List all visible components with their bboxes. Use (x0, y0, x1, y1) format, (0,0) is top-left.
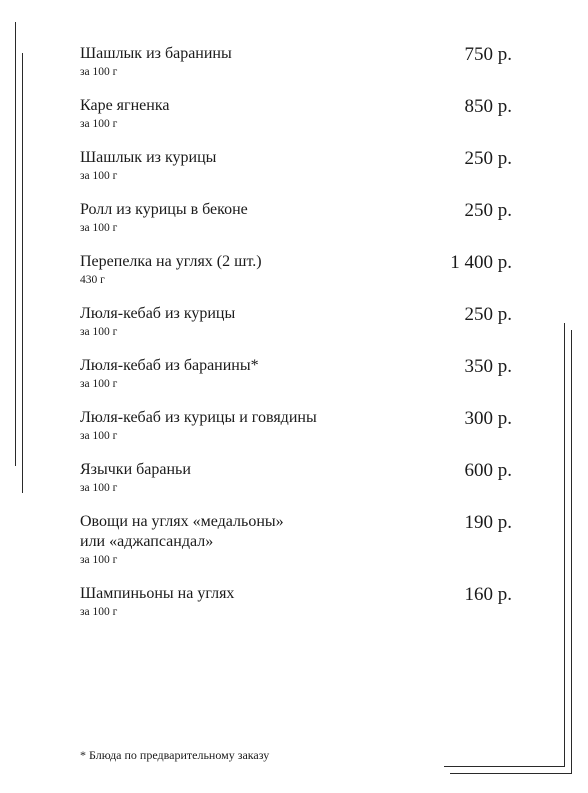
item-price: 300 р. (464, 408, 512, 429)
item-name: Люля-кебаб из баранины* (80, 357, 259, 374)
footnote: * Блюда по предварительному заказу (80, 748, 270, 762)
item-portion: за 100 г (80, 118, 118, 130)
item-name: Шашлык из баранины (80, 45, 232, 62)
item-portion: 430 г (80, 274, 105, 286)
item-price: 250 р. (464, 148, 512, 169)
frame-line-bottom-outer (450, 773, 572, 774)
frame-line-bottom-inner (444, 766, 565, 767)
item-price: 1 400 р. (450, 252, 512, 273)
item-name: Каре ягненка (80, 97, 170, 114)
item-price: 250 р. (464, 200, 512, 221)
item-price: 850 р. (464, 96, 512, 117)
item-name: Язычки бараньи (80, 461, 191, 478)
item-name: Ролл из курицы в беконе (80, 201, 248, 218)
item-name: Шашлык из курицы (80, 149, 217, 166)
menu-item (80, 44, 512, 80)
item-price: 190 р. (464, 512, 512, 533)
item-name: Люля-кебаб из курицы и говядины (80, 409, 317, 426)
menu-item (80, 304, 512, 340)
menu-item (80, 148, 512, 184)
item-portion: за 100 г (80, 378, 118, 390)
menu-item (80, 512, 512, 568)
menu-list (80, 44, 512, 636)
item-portion: за 100 г (80, 326, 118, 338)
item-name: Овощи на углях «медальоны» или «аджапсандал» (80, 513, 284, 550)
item-portion: за 100 г (80, 430, 118, 442)
menu-item (80, 584, 512, 620)
menu-item (80, 460, 512, 496)
item-price: 750 р. (464, 44, 512, 65)
menu-item (80, 408, 512, 444)
frame-line-left-inner (22, 53, 23, 493)
item-name: Шампиньоны на углях (80, 585, 235, 602)
item-portion: за 100 г (80, 170, 118, 182)
menu-item (80, 96, 512, 132)
item-name: Люля-кебаб из курицы (80, 305, 236, 322)
item-portion: за 100 г (80, 554, 118, 566)
item-portion: за 100 г (80, 606, 118, 618)
item-portion: за 100 г (80, 482, 118, 494)
menu-item (80, 356, 512, 392)
item-name: Перепелка на углях (2 шт.) (80, 253, 262, 270)
item-price: 160 р. (464, 584, 512, 605)
item-portion: за 100 г (80, 222, 118, 234)
frame-line-right-outer (571, 330, 572, 774)
item-portion: за 100 г (80, 66, 118, 78)
item-price: 350 р. (464, 356, 512, 377)
frame-line-left-outer (15, 22, 16, 466)
item-price: 600 р. (464, 460, 512, 481)
item-price: 250 р. (464, 304, 512, 325)
frame-line-right-inner (564, 323, 565, 767)
menu-item (80, 200, 512, 236)
menu-item (80, 252, 512, 288)
